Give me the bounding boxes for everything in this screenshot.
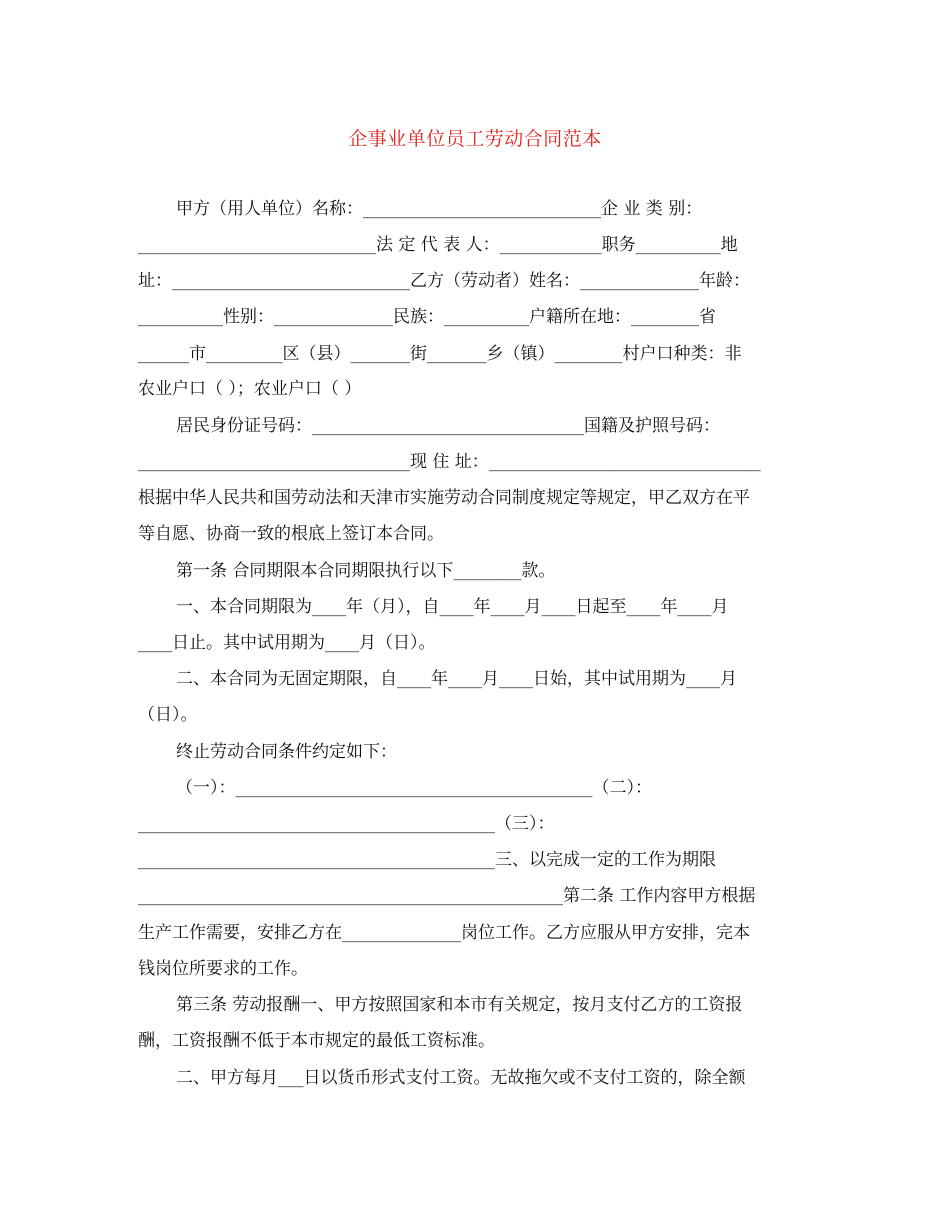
text-line: __________性别：______________民族：__________户籍所在地：________省	[138, 307, 716, 327]
text-line: ________________________________现 住 址：________________________________	[138, 452, 761, 472]
text-line: 居民身份证号码：________________________________国籍及护照号码：	[176, 416, 720, 436]
document-title: 企事业单位员工劳动合同范本	[348, 128, 602, 150]
text-line: __________________________________________三、以完成一定的工作为期限	[138, 850, 716, 870]
text-line: 酬，工资报酬不低于本市规定的最低工资标准。	[138, 1031, 495, 1051]
text-line: 终止劳动合同条件约定如下：	[176, 742, 397, 762]
text-line: （日）。	[138, 705, 198, 725]
text-line: 二、本合同为无固定期限，自____年____月____日始，其中试用期为____月	[176, 669, 737, 689]
text-line: 第一条 合同期限本合同期限执行以下________款。	[176, 561, 556, 581]
text-line: （一）：__________________________________________（二）：	[176, 778, 652, 798]
text-line: 等自愿、协商一致的根底上签订本合同。	[138, 524, 444, 544]
text-line: __________________________________________________第二条 工作内容甲方根据	[138, 886, 756, 906]
text-line: 农业户口（ ）；农业户口（ ）	[138, 379, 362, 399]
text-line: ____日止。其中试用期为____月（日）。	[138, 633, 436, 653]
text-line: ______市_________区（县）_______街_______乡（镇）________村户口种类：非	[138, 344, 742, 364]
text-line: 甲方（用人单位）名称：____________________________企 业 类 别：	[176, 199, 703, 219]
text-line: 址：____________________________乙方（劳动者）姓名：______________年龄：	[138, 271, 750, 291]
text-line: 根据中华人民共和国劳动法和天津市实施劳动合同制度规定等规定，甲乙双方在平	[138, 488, 750, 508]
text-line: 生产工作需要，安排乙方在______________岗位工作。乙方应服从甲方安排，完本	[138, 923, 750, 943]
text-line: 钱岗位所要求的工作。	[138, 959, 308, 979]
text-line: ____________________________法 定 代 表 人：____________职务__________地	[138, 235, 738, 255]
text-line: 第三条 劳动报酬一、甲方按照国家和本市有关规定，按月支付乙方的工资报	[176, 995, 743, 1015]
text-line: __________________________________________（三）：	[138, 814, 555, 834]
text-line: 二、甲方每月___日以货币形式支付工资。无故拖欠或不支付工资的，除全额	[176, 1068, 746, 1088]
text-line: 一、本合同期限为____年（月），自____年____月____日起至____年____月	[176, 597, 729, 617]
